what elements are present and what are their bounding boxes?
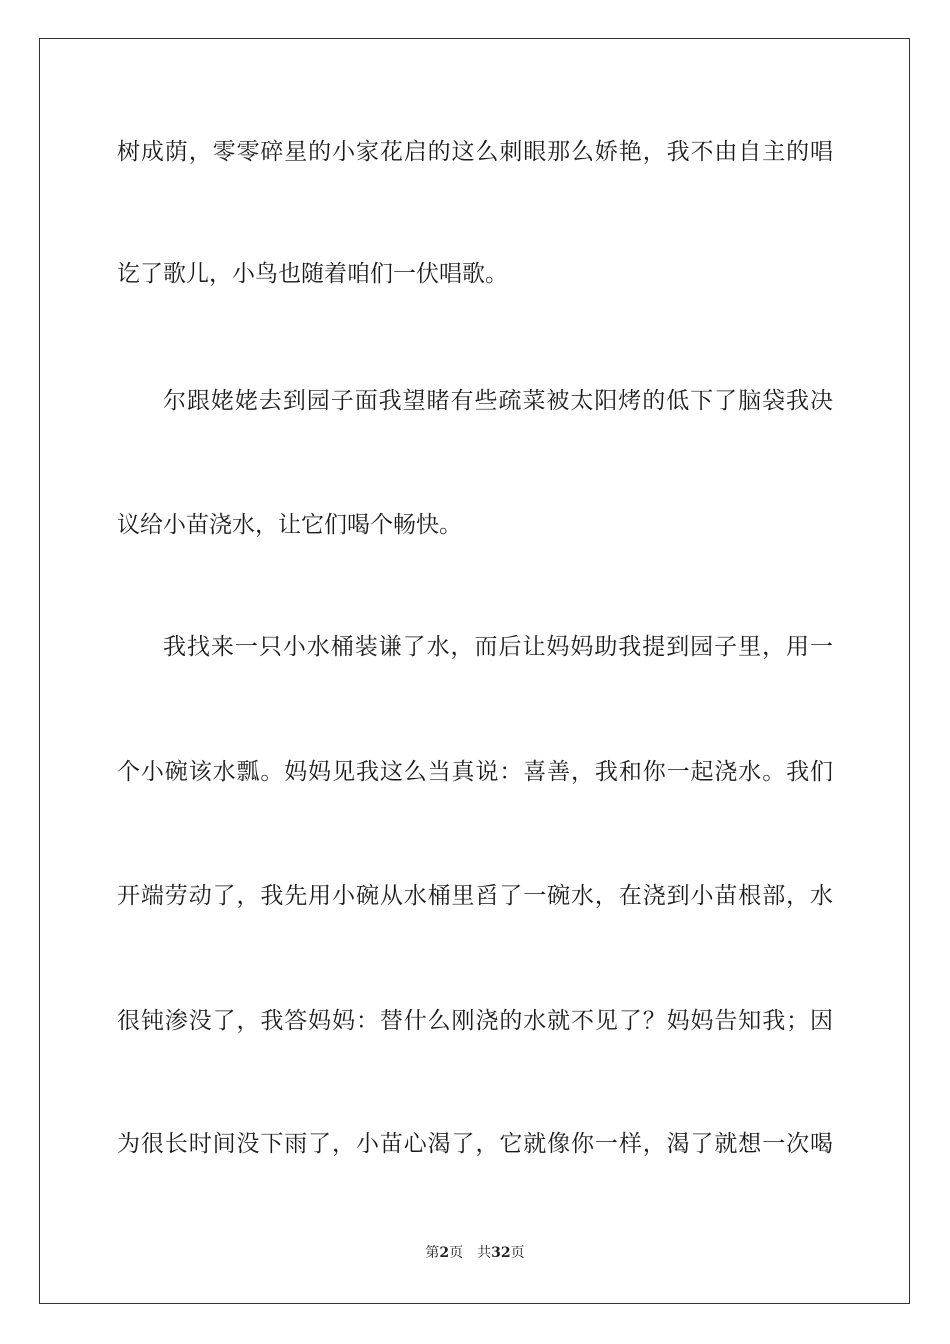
body-line-7: 开端劳动了，我先用小碗从水桶里舀了一碗水，在浇到小苗根部，水 xyxy=(117,883,833,909)
body-line-1: 树成荫，零零碎星的小家花启的这么刺眼那么娇艳，我不由自主的唱 xyxy=(117,139,833,165)
body-line-2: 讫了歌儿，小鸟也随着咱们一伏唱歌。 xyxy=(117,261,508,287)
page-frame xyxy=(39,38,910,1304)
body-line-5: 我找来一只小水桶装谦了水，而后让妈妈助我提到园子里，用一 xyxy=(163,634,833,660)
body-line-4: 议给小苗浇水，让它们喝个畅快。 xyxy=(117,512,462,538)
body-line-8: 很钝渗没了，我答妈妈：替什么刚浇的水就不见了？妈妈告知我；因 xyxy=(117,1008,833,1034)
body-line-6: 个小碗该水瓢。妈妈见我这么当真说：喜善，我和你一起浇水。我们 xyxy=(117,759,833,785)
total-label-prefix: 共 xyxy=(477,1245,492,1261)
page-number: 2 xyxy=(439,1245,450,1261)
total-pages: 32 xyxy=(491,1245,511,1261)
page-footer xyxy=(0,1244,950,1262)
body-line-3: 尔跟姥姥去到园子面我望睹有些疏菜被太阳烤的低下了脑袋我决 xyxy=(163,388,833,414)
page-label-suffix: 页 xyxy=(449,1245,464,1261)
total-label-suffix: 页 xyxy=(510,1245,525,1261)
page-label-prefix: 第 xyxy=(425,1245,440,1261)
body-line-9: 为很长时间没下雨了，小苗心渴了，它就像你一样，渴了就想一次喝 xyxy=(117,1131,833,1157)
